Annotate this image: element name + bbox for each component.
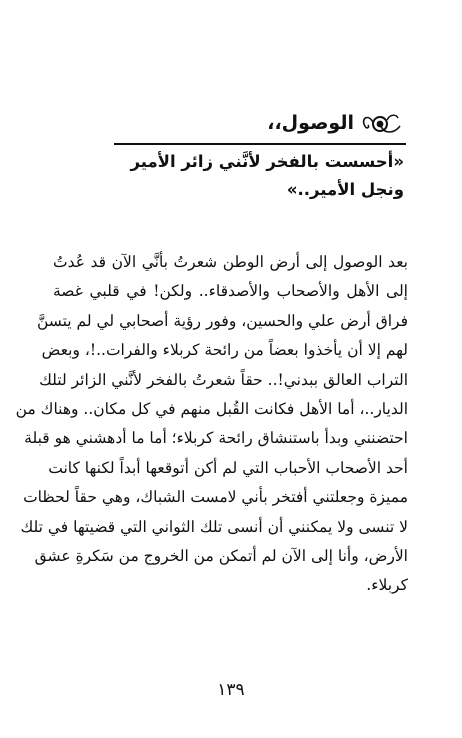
flourish-ornament-icon — [360, 108, 404, 138]
epigraph-quote — [104, 148, 404, 204]
body-line: التراب العالق ببدني!.. حقاً شعرتُ بالفخر لأنَّني الزائر لتلك — [39, 370, 408, 389]
body-line: الديار..، أما الأهل فكانت القُبل منهم في كل مكان.. وهناك من — [15, 399, 408, 418]
body-line: إلى الأهل والأصحاب والأصدقاء.. ولكن! في قلبي غصة — [53, 282, 408, 301]
chapter-title: الوصول،، — [267, 112, 354, 134]
heading-divider — [114, 143, 406, 145]
body-line: فراق أرض علي والحسين، وفور رؤية أصحابي لي لم يتسنَّ — [36, 311, 408, 330]
body-line: كربلاء. — [366, 576, 408, 595]
quote-line: «أحسست بالفخر لأنَّني زائر الأمير — [130, 152, 404, 171]
quote-line: ونجل الأمير..» — [286, 180, 404, 199]
body-line: احتضنني وبدأ باستنشاق رائحة كربلاء؛ أما ما أدهشني هو قبلة — [24, 429, 408, 448]
body-line: مميزة وجعلتني أفتخر بأني لامست الشباك، وهي حقاً لحظات — [23, 488, 408, 507]
body-line: بعد الوصول إلى أرض الوطن شعرتُ بأنَّي الآن قد عُدتُ — [53, 253, 408, 271]
body-paragraph — [15, 248, 408, 601]
chapter-heading — [267, 108, 404, 138]
page-number: ١٣٩ — [217, 680, 245, 700]
body-line: لا تنسى ولا يمكنني أن أنسى تلك الثواني التي قضيتها في تلك — [20, 517, 408, 536]
body-line: لهم إلا أن يأخذوا بعضاً من رائحة كربلاء والفرات..!، وبعض — [41, 341, 408, 360]
body-line: الأرض، وأنا إلى الآن لم أتمكن من الخروج من سَكرةِ عشق — [34, 546, 408, 565]
body-line: أحد الأصحاب الأحباب التي لم أكن أتوقعها أبداً لكنها كانت — [48, 458, 408, 477]
